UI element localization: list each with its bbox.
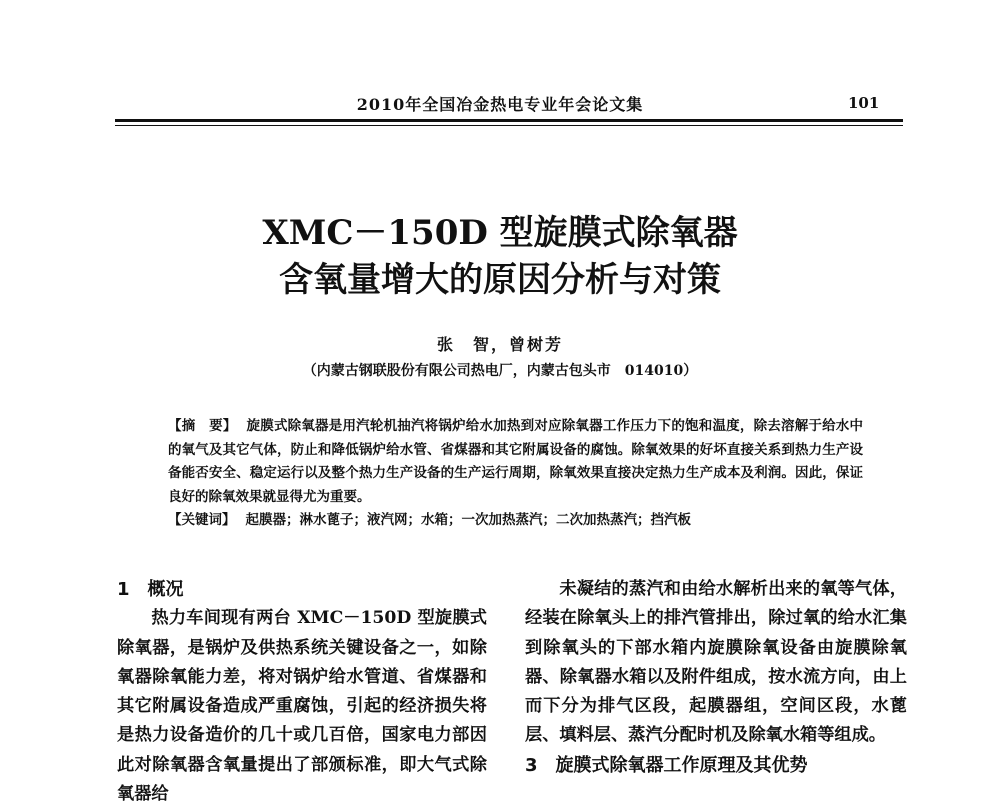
header-rule	[115, 119, 903, 122]
left-column	[117, 575, 487, 809]
keywords-label: 【关键词】	[168, 512, 236, 528]
keywords	[168, 509, 863, 533]
section-3-heading	[525, 751, 907, 780]
header-rule-thin	[115, 125, 903, 126]
section-title: 旋膜式除氧器工作原理及其优势	[555, 754, 808, 776]
authors: 张 智，曾树芳	[436, 335, 563, 354]
page-number: 101	[848, 94, 880, 112]
section-number: 3	[525, 754, 538, 776]
section-title: 概况	[147, 579, 184, 600]
abstract-block	[168, 415, 863, 533]
running-header: 2010年全国冶金热电专业年会论文集	[356, 95, 644, 114]
section-1-heading	[117, 575, 487, 604]
title-line-2: 含氧量增大的原因分析与对策	[279, 260, 721, 300]
abstract	[168, 415, 863, 509]
keywords-text: 起膜器；淋水蓖子；液汽网；水箱；一次加热蒸汽；二次加热蒸汽；挡汽板	[245, 512, 691, 528]
abstract-label: 【摘 要】	[168, 418, 237, 434]
abstract-text: 旋膜式除氧器是用汽轮机抽汽将锅炉给水加热到对应除氧器工作压力下的饱和温度，除去溶解于给水中的氧气及其它气体，防止和降低锅炉给水管、省煤器和其它附属设备的腐蚀。除氧效果的好坏直接关系到热力生产设备能否安全、稳定运行以及整个热力生产设备的生产运行周期，除氧效果直接决定热力生产成本及利润。因此，保证良好的除氧效果就显得尤为重要。	[168, 418, 864, 505]
section-number: 1	[117, 579, 130, 600]
title-line-1: XMC－150D 型旋膜式除氧器	[262, 213, 738, 253]
section-1-paragraph: 热力车间现有两台 XMC－150D 型旋膜式除氧器，是锅炉及供热系统关键设备之一，如除氧器除氧能力差，将对锅炉给水管道、省煤器和其它附属设备造成严重腐蚀，引起的经济损失将是热力设备造价的几十或几百倍，国家电力部因此对除氧器含氧量提出了部颁标准，即大气式除氧器给	[117, 608, 487, 805]
right-paragraph: 未凝结的蒸汽和由给水解析出来的氧等气体，经装在除氧头上的排汽管排出，除过氧的给水汇集到除氧头的下部水箱内旋膜除氧设备由旋膜除氧器、除氧器水箱以及附件组成，按水流方向，由上而下分为排气区段，起膜器组，空间区段，水蓖层、填料层、蒸汽分配时机及除氧水箱等组成。	[525, 579, 907, 746]
affiliation: （内蒙古钢联股份有限公司热电厂，内蒙古包头市 014010）	[302, 363, 698, 379]
right-column	[525, 575, 907, 780]
